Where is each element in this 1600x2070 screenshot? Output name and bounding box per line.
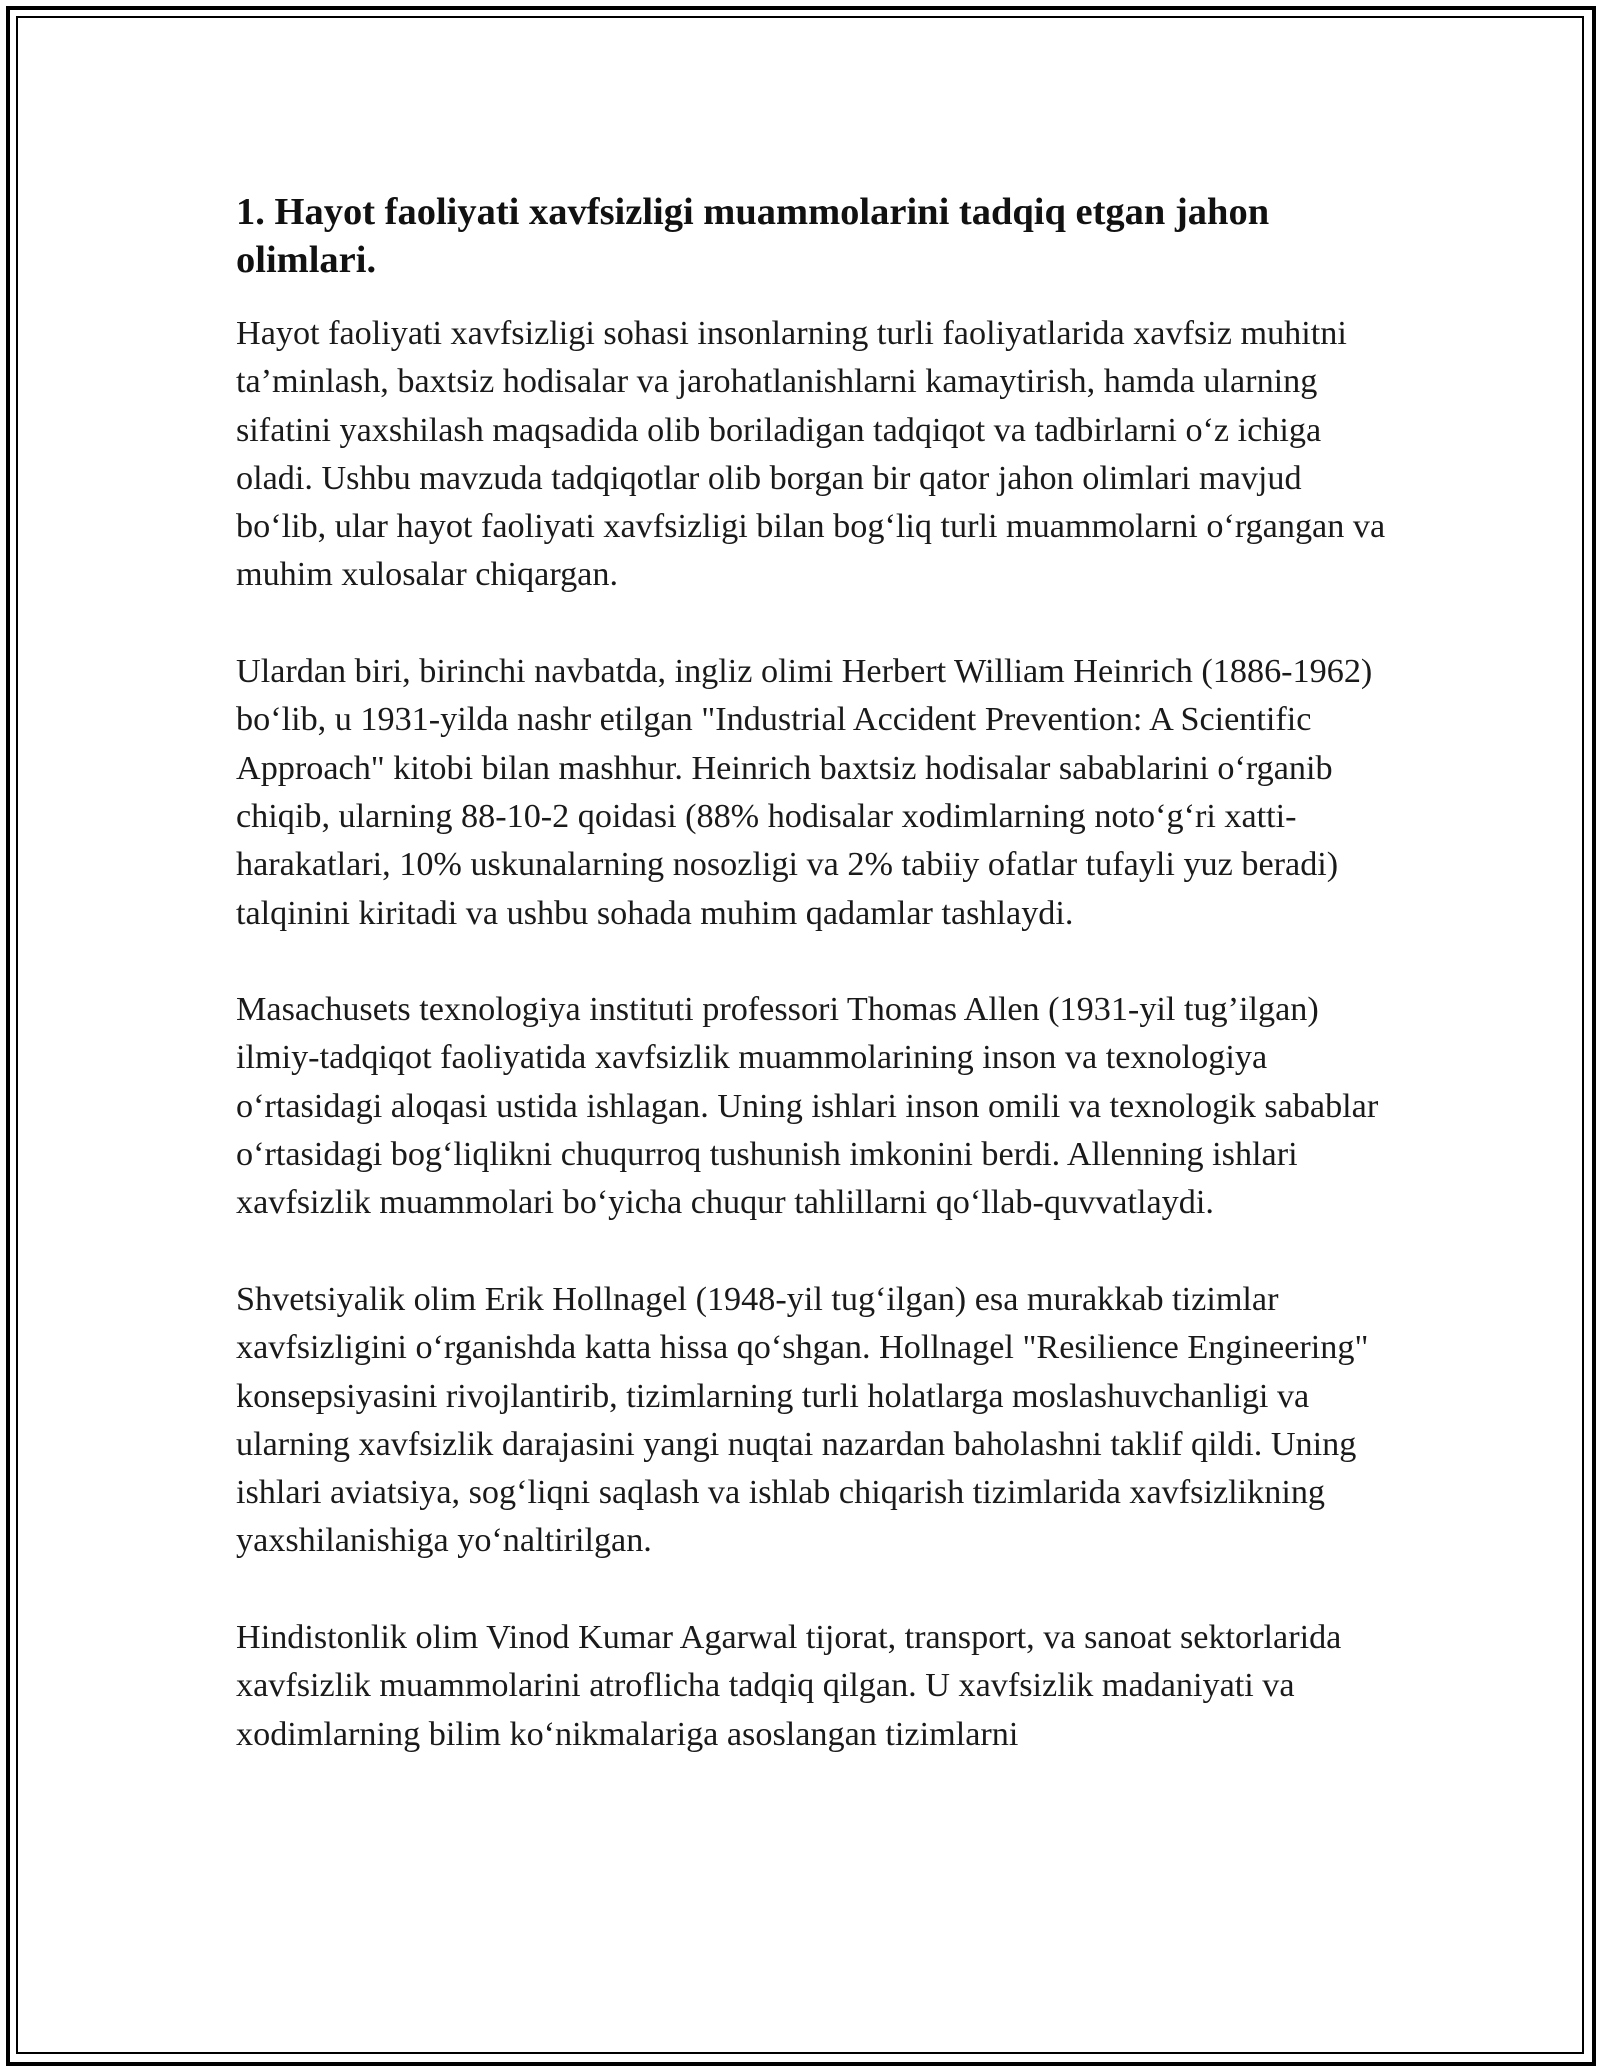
paragraph-allen: Masachusets texnologiya instituti professori Thomas Allen (1931-yil tug’ilgan) ilmiy-tadqiqot faoliyatida xavfsizlik muammolarining inson va texnologiya o‘rtasidagi aloqasi ustida ishlagan. Uning ishlari inson omili va texnologik sabablar o‘rtasidagi bog‘liqlikni chuqurroq tushunish imkonini berdi. Allenning ishlari xavfsizlik muammolari bo‘yicha chuqur tahlillarni qo‘llab-quvvatlaydi.	[236, 991, 1379, 1222]
document-body	[236, 188, 1386, 1807]
section-heading: 1. Hayot faoliyati xavfsizligi muammolarini tadqiq etgan jahon olimlari.	[236, 191, 1270, 281]
paragraph-intro: Hayot faoliyati xavfsizligi sohasi insonlarning turli faoliyatlarida xavfsiz muhitni ta’minlash, baxtsiz hodisalar va jarohatlanishlarni kamaytirish, hamda ularning sifatini yaxshilash maqsadida olib boriladigan tadqiqot va tadbirlarni o‘z ichiga oladi. Ushbu mavzuda tadqiqotlar olib borgan bir qator jahon olimlari mavjud bo‘lib, ular hayot faoliyati xavfsizligi bilan bog‘liq turli muammolarni o‘rgangan va muhim xulosalar chiqargan.	[236, 315, 1386, 594]
paragraph-hollnagel: Shvetsiyalik olim Erik Hollnagel (1948-yil tug‘ilgan) esa murakkab tizimlar xavfsizligini o‘rganishda katta hissa qo‘shgan. Hollnagel "Resilience Engineering" konsepsiyasini rivojlantirib, tizimlarning turli holatlarga moslashuvchanligi va ularning xavfsizlik darajasini yangi nuqtai nazardan baholashni taklif qildi. Uning ishlari aviatsiya, sog‘liqni saqlash va ishlab chiqarish tizimlarida xavfsizlikning yaxshilanishiga yo‘naltirilgan.	[236, 1280, 1369, 1560]
paragraph-agarwal: Hindistonlik olim Vinod Kumar Agarwal tijorat, transport, va sanoat sektorlarida xavfsizlik muammolarini atroflicha tadqiq qilgan. U xavfsizlik madaniyati va xodimlarning bilim ko‘nikmalariga asoslangan tizimlarni	[236, 1619, 1342, 1753]
paragraph-heinrich: Ulardan biri, birinchi navbatda, ingliz olimi Herbert William Heinrich (1886-1962) bo‘lib, u 1931-yilda nashr etilgan "Industrial Accident Prevention: A Scientific Approach" kitobi bilan mashhur. Heinrich baxtsiz hodisalar sabablarini o‘rganib chiqib, ularning 88-10-2 qoidasi (88% hodisalar xodimlarning noto‘g‘ri xatti-harakatlari, 10% uskunalarning nosozligi va 2% tabiiy ofatlar tufayli yuz beradi) talqinini kiritadi va ushbu sohada muhim qadamlar tashlaydi.	[236, 653, 1373, 932]
